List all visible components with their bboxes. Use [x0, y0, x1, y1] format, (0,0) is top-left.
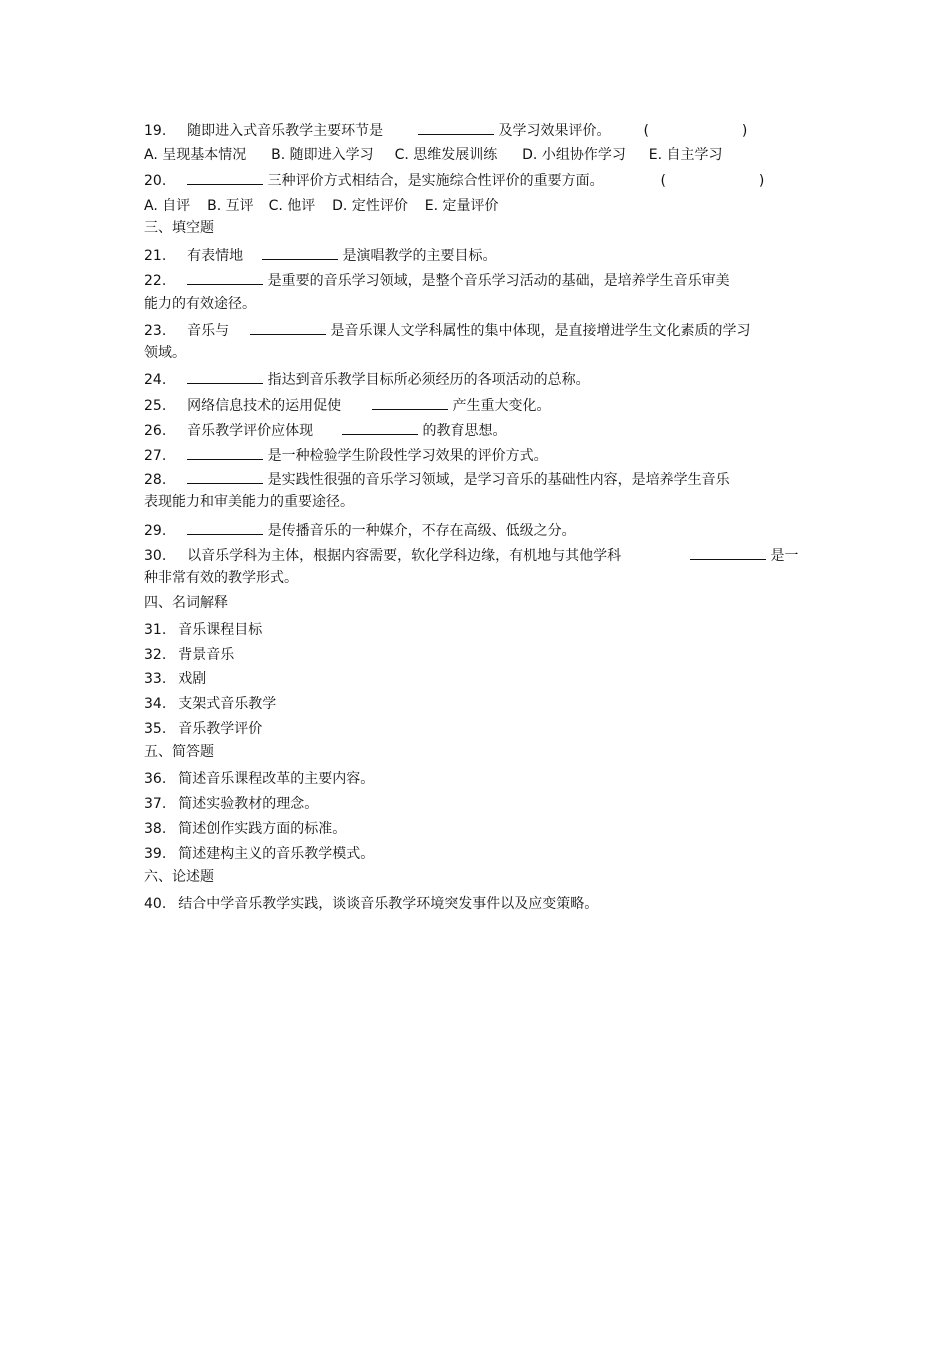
question-number: 30. — [144, 548, 167, 564]
question-text: 是演唱教学的主要目标。 — [342, 248, 497, 264]
answer-blank[interactable] — [342, 420, 418, 435]
option-a: A. 自评 — [144, 198, 191, 214]
question-text: 是传播音乐的一种媒介，不存在高级、低级之分。 — [267, 523, 576, 539]
question-34 — [144, 694, 276, 714]
answer-blank[interactable] — [187, 520, 263, 535]
answer-blank[interactable] — [187, 270, 263, 285]
answer-paren-close: ) — [758, 173, 765, 189]
option-e: E. 定量评价 — [424, 198, 499, 214]
question-number: 26. — [144, 423, 167, 439]
option-a: A. 呈现基本情况 — [144, 147, 247, 163]
question-38 — [144, 819, 346, 839]
question-19 — [144, 120, 747, 141]
question-36 — [144, 769, 374, 789]
question-number: 39. — [144, 846, 167, 862]
question-19-options — [144, 145, 723, 165]
question-number: 33. — [144, 671, 167, 687]
question-number: 21. — [144, 248, 167, 264]
question-text: 三种评价方式相结合，是实施综合性评价的重要方面。 — [267, 173, 604, 189]
question-text: 是实践性很强的音乐学习领域，是学习音乐的基础性内容，是培养学生音乐 — [267, 472, 730, 488]
question-text: 产生重大变化。 — [452, 398, 551, 414]
question-number: 22. — [144, 273, 167, 289]
question-31 — [144, 620, 262, 640]
question-text: 随即进入式音乐教学主要环节是 — [187, 123, 384, 139]
option-e: E. 自主学习 — [648, 147, 723, 163]
question-24 — [144, 369, 590, 390]
question-text: 是一种检验学生阶段性学习效果的评价方式。 — [267, 448, 548, 464]
question-number: 32. — [144, 647, 167, 663]
answer-blank[interactable] — [187, 469, 263, 484]
question-text: 戏剧 — [178, 671, 207, 687]
answer-blank[interactable] — [187, 170, 263, 185]
question-number: 37. — [144, 796, 167, 812]
question-text: 音乐教学评价 — [178, 721, 263, 737]
question-text: 简述建构主义的音乐教学模式。 — [178, 846, 375, 862]
question-text: 背景音乐 — [178, 647, 235, 663]
question-22-continued: 能力的有效途径。 — [144, 296, 256, 312]
question-39 — [144, 844, 374, 864]
option-b: B. 随即进入学习 — [271, 147, 374, 163]
question-text: 指达到音乐教学目标所必须经历的各项活动的总称。 — [267, 372, 590, 388]
question-32 — [144, 645, 234, 665]
question-number: 35. — [144, 721, 167, 737]
question-25 — [144, 395, 551, 416]
question-number: 28. — [144, 472, 167, 488]
question-text: 及学习效果评价。 — [498, 123, 611, 139]
question-29 — [144, 520, 576, 541]
question-text: 音乐与 — [187, 323, 230, 339]
answer-blank[interactable] — [187, 369, 263, 384]
question-text: 结合中学音乐教学实践，谈谈音乐教学环境突发事件以及应变策略。 — [178, 896, 599, 912]
question-text: 有表情地 — [187, 248, 244, 264]
question-number: 27. — [144, 448, 167, 464]
question-21 — [144, 245, 497, 266]
question-35 — [144, 719, 262, 739]
answer-paren-close: ) — [741, 123, 748, 139]
question-23 — [144, 320, 751, 341]
answer-blank[interactable] — [262, 245, 338, 260]
question-text: 音乐课程目标 — [178, 622, 263, 638]
question-26 — [144, 420, 507, 441]
question-number: 29. — [144, 523, 167, 539]
question-text: 简述实验教材的理念。 — [178, 796, 319, 812]
question-number: 40. — [144, 896, 167, 912]
question-text: 网络信息技术的运用促使 — [187, 398, 342, 414]
question-number: 31. — [144, 622, 167, 638]
question-37 — [144, 794, 318, 814]
question-text: 支架式音乐教学 — [178, 696, 277, 712]
answer-paren-open: ( — [643, 123, 649, 139]
question-40 — [144, 894, 598, 914]
question-number: 25. — [144, 398, 167, 414]
question-number: 19. — [144, 123, 167, 139]
question-22 — [144, 270, 730, 291]
option-d: D. 定性评价 — [332, 198, 408, 214]
question-text: 简述创作实践方面的标准。 — [178, 821, 347, 837]
option-c: C. 思维发展训练 — [394, 147, 498, 163]
question-text: 的教育思想。 — [422, 423, 507, 439]
question-27 — [144, 445, 548, 466]
answer-blank[interactable] — [250, 320, 326, 335]
question-text: 简述音乐课程改革的主要内容。 — [178, 771, 375, 787]
section-heading-fill-blank: 三、填空题 — [144, 220, 214, 236]
question-33 — [144, 669, 206, 689]
option-c: C. 他评 — [268, 198, 316, 214]
answer-blank[interactable] — [372, 395, 448, 410]
question-number: 24. — [144, 372, 167, 388]
question-28 — [144, 469, 730, 490]
question-23-continued: 领域。 — [144, 345, 186, 361]
question-text: 是重要的音乐学习领域，是整个音乐学习活动的基础，是培养学生音乐审美 — [267, 273, 730, 289]
question-number: 34. — [144, 696, 167, 712]
question-20 — [144, 170, 764, 191]
question-text: 以音乐学科为主体，根据内容需要，软化学科边缘，有机地与其他学科 — [187, 548, 622, 564]
answer-blank[interactable] — [418, 120, 494, 135]
question-30 — [144, 545, 799, 566]
section-heading-short-answer: 五、简答题 — [144, 744, 214, 760]
question-20-options — [144, 196, 499, 216]
question-text: 是音乐课人文学科属性的集中体现，是直接增进学生文化素质的学习 — [330, 323, 751, 339]
question-number: 20. — [144, 173, 167, 189]
answer-blank[interactable] — [187, 445, 263, 460]
question-text: 是一 — [770, 548, 799, 564]
question-28-continued: 表现能力和审美能力的重要途径。 — [144, 494, 354, 510]
question-number: 38. — [144, 821, 167, 837]
question-text: 音乐教学评价应体现 — [187, 423, 314, 439]
section-heading-essay: 六、论述题 — [144, 869, 214, 885]
option-b: B. 互评 — [207, 198, 254, 214]
answer-blank[interactable] — [690, 545, 766, 560]
section-heading-terms: 四、名词解释 — [144, 595, 228, 611]
option-d: D. 小组协作学习 — [522, 147, 626, 163]
question-number: 36. — [144, 771, 167, 787]
question-30-continued: 种非常有效的教学形式。 — [144, 570, 298, 586]
question-number: 23. — [144, 323, 167, 339]
answer-paren-open: ( — [660, 173, 666, 189]
